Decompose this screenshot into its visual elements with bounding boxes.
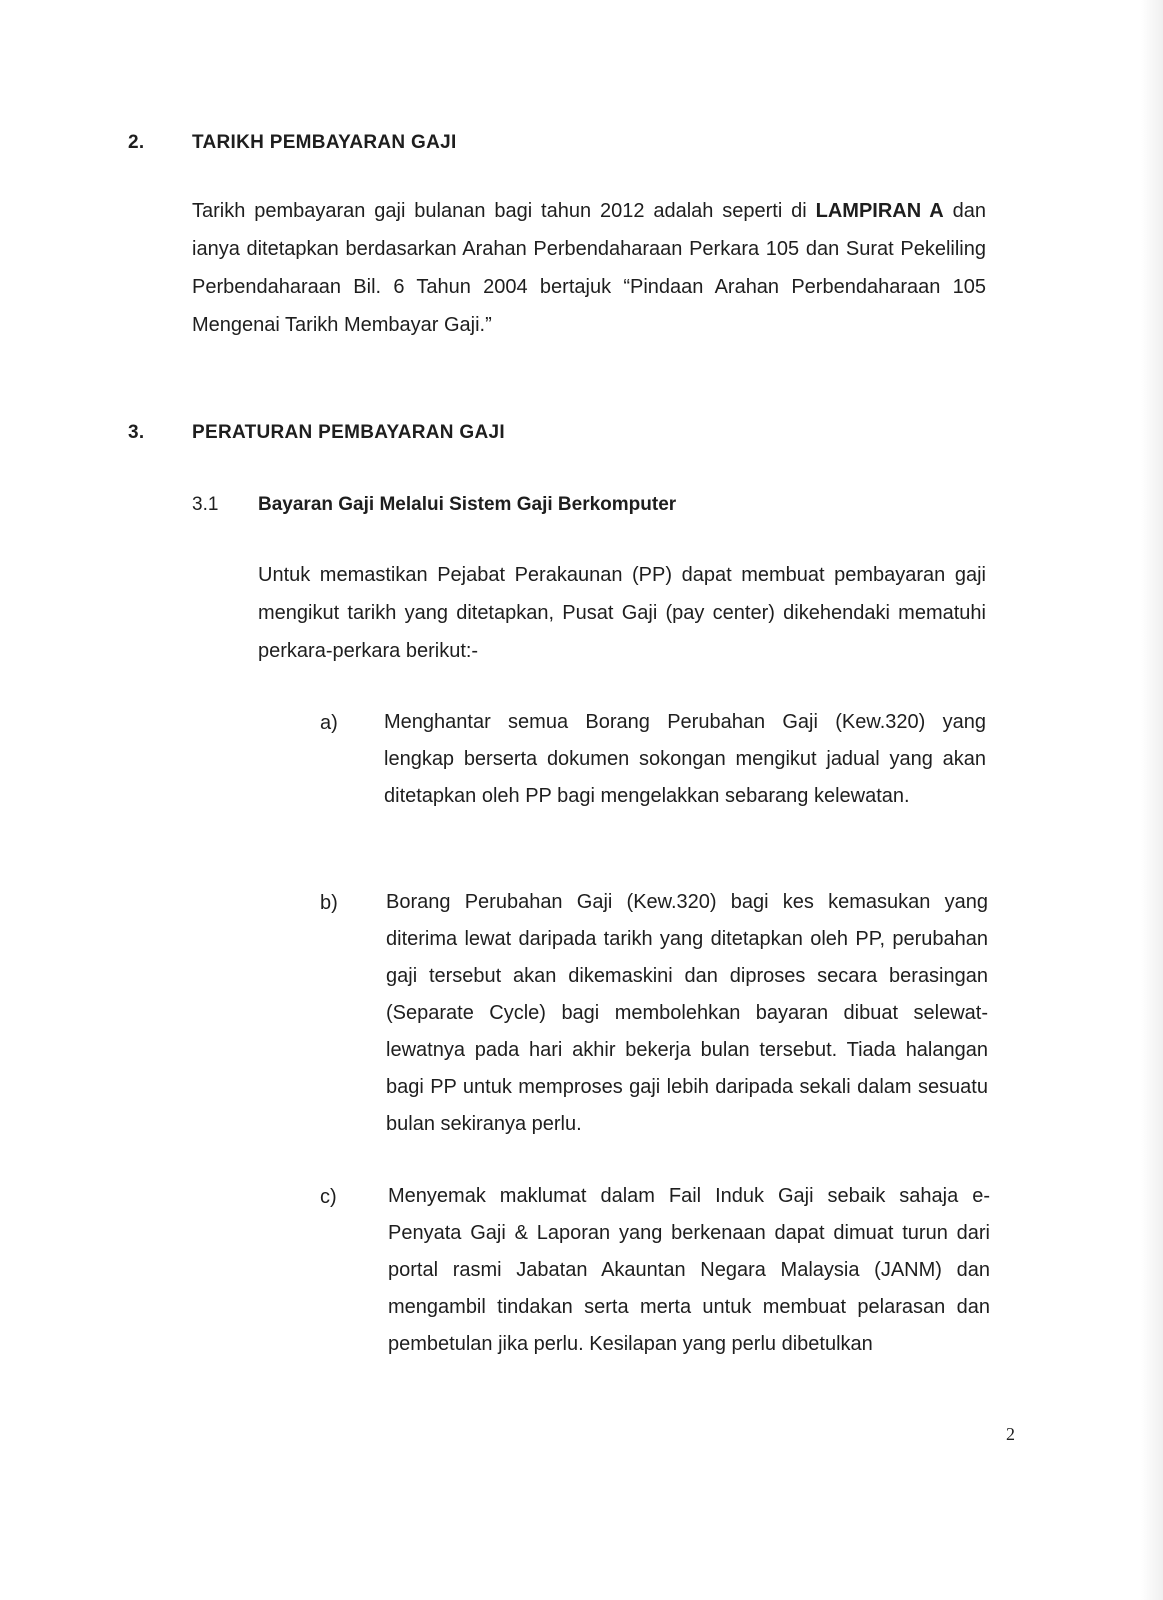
section-2-heading <box>128 132 728 158</box>
subsection-3-1-heading <box>192 494 792 520</box>
section-title: TARIKH PEMBAYARAN GAJI <box>192 132 457 153</box>
list-item-text: Menyemak maklumat dalam Fail Induk Gaji sebaik sahaja e-Penyata Gaji & Laporan yang berkenaan dapat dimuat turun dari portal rasmi Jabatan Akauntan Negara Malaysia (JANM) dan mengambil tindakan serta merta untuk membuat pelarasan dan pembetulan jika perlu. Kesilapan yang perlu dibetulkan <box>388 1185 990 1355</box>
paragraph-text-continued: dan ianya ditetapkan berdasarkan Arahan Perbendaharaan Perkara 105 dan Surat Pekeliling Perbendaharaan Bil. 6 Tahun 2004 bertajuk “Pindaan Arahan Perbendaharaan 105 Mengenai Tarikh Membayar Gaji.” <box>192 200 986 336</box>
subsection-intro-paragraph: Untuk memastikan Pejabat Perakaunan (PP) dapat membuat pembayaran gaji mengikut tarikh yang ditetapkan, Pusat Gaji (pay center) dikehendaki mematuhi perkara-perkara berikut:- <box>258 564 986 662</box>
subsection-title: Bayaran Gaji Melalui Sistem Gaji Berkomputer <box>258 494 677 515</box>
section-title: PERATURAN PEMBAYARAN GAJI <box>192 422 505 443</box>
list-item-a <box>320 704 988 854</box>
list-item-c <box>320 1178 992 1368</box>
section-number: 2. <box>128 132 145 153</box>
list-marker: b) <box>320 892 338 914</box>
page-edge-shadow <box>1141 0 1163 1600</box>
section-2-paragraph <box>192 192 986 344</box>
section-3-heading <box>128 422 728 448</box>
page-number: 2 <box>1006 1424 1015 1444</box>
list-item-text: Borang Perubahan Gaji (Kew.320) bagi kes kemasukan yang diterima lewat daripada tarikh yang ditetapkan oleh PP, perubahan gaji tersebut akan dikemaskini dan diproses secara berasingan (Separate Cycle) bagi membolehkan bayaran dibuat selewat-lewatnya pada hari akhir bekerja bulan tersebut. Tiada halangan bagi PP untuk memproses gaji lebih daripada sekali dalam sesuatu bulan sekiranya perlu. <box>386 891 988 1135</box>
list-item-text: Menghantar semua Borang Perubahan Gaji (Kew.320) yang lengkap berserta dokumen sokongan mengikut jadual yang akan ditetapkan oleh PP bagi mengelakkan sebarang kelewatan. <box>384 711 986 807</box>
paragraph-text: Tarikh pembayaran gaji bulanan bagi tahun 2012 adalah seperti di <box>192 200 816 222</box>
list-item-b <box>320 884 990 1146</box>
subsection-number: 3.1 <box>192 494 219 515</box>
list-marker: c) <box>320 1186 337 1208</box>
section-number: 3. <box>128 422 145 443</box>
lampiran-reference: LAMPIRAN A <box>815 200 944 222</box>
list-marker: a) <box>320 712 338 734</box>
